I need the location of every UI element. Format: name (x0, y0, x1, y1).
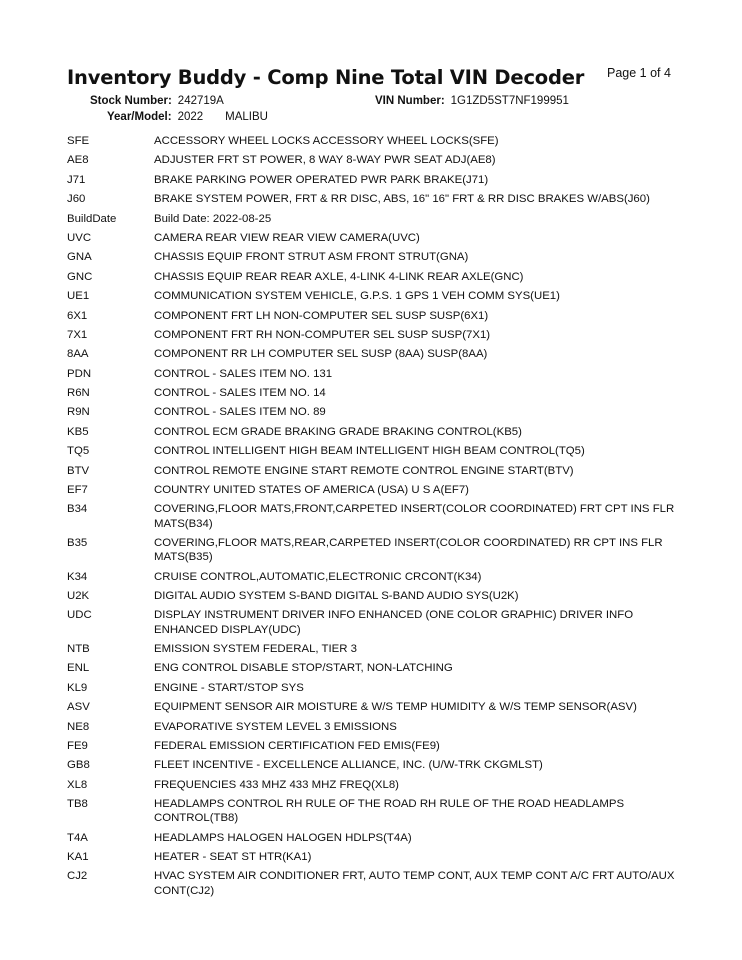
option-row (67, 270, 687, 284)
option-row (67, 386, 687, 400)
option-code: ASV (67, 701, 90, 714)
option-description: COMPONENT FRT LH NON-COMPUTER SEL SUSP SUSP(6X1) (154, 309, 489, 322)
option-code: R9N (67, 406, 90, 419)
option-description: FLEET INCENTIVE - EXCELLENCE ALLIANCE, INC. (U/W-TRK CKGMLST) (154, 759, 543, 772)
option-row (67, 850, 687, 864)
option-code: KB5 (67, 425, 89, 438)
option-code: R6N (67, 387, 90, 400)
option-code: TB8 (67, 798, 88, 811)
option-row (67, 642, 687, 656)
option-description: DIGITAL AUDIO SYSTEM S-BAND DIGITAL S-BAND AUDIO SYS(U2K) (154, 590, 519, 602)
option-row (67, 153, 687, 167)
option-row (67, 758, 687, 772)
option-description: COVERING,FLOOR MATS,FRONT,CARPETED INSERT(COLOR COORDINATED) FRT CPT INS FLR MATS(B34) (154, 503, 675, 530)
option-code: B34 (67, 503, 88, 516)
vin-number-label: VIN Number: (375, 95, 445, 107)
option-row (67, 681, 687, 695)
option-code-list (67, 134, 687, 903)
option-description: CHASSIS EQUIP FRONT STRUT ASM FRONT STRUT(GNA) (154, 251, 469, 264)
option-code: CJ2 (67, 870, 88, 883)
option-description: HVAC SYSTEM AIR CONDITIONER FRT, AUTO TEMP CONT, AUX TEMP CONT A/C FRT AUTO/AUX CONT(CJ2) (154, 870, 675, 897)
option-row (67, 483, 687, 497)
option-description: CONTROL - SALES ITEM NO. 89 (154, 406, 326, 419)
option-row (67, 231, 687, 245)
option-code: NE8 (67, 720, 90, 733)
model-value: MALIBU (225, 111, 268, 123)
option-row (67, 173, 687, 187)
option-description: COMPONENT RR LH COMPUTER SEL SUSP (8AA) SUSP(8AA) (154, 348, 488, 361)
option-row (67, 464, 687, 478)
option-row (67, 405, 687, 419)
option-description: DISPLAY INSTRUMENT DRIVER INFO ENHANCED (ONE COLOR GRAPHIC) DRIVER INFO ENHANCED DISPLAY(UDC) (154, 609, 634, 636)
option-description: HEADLAMPS CONTROL RH RULE OF THE ROAD RH RULE OF THE ROAD HEADLAMPS CONTROL(TB8) (154, 798, 625, 825)
stock-number-label: Stock Number: (90, 95, 172, 107)
option-code: UDC (67, 609, 92, 622)
option-code: AE8 (67, 154, 89, 167)
page-title: Inventory Buddy - Comp Nine Total VIN Decoder (67, 66, 585, 89)
year-model-label: Year/Model: (107, 111, 172, 123)
option-row (67, 778, 687, 792)
option-code: UE1 (67, 290, 90, 303)
option-code: 8AA (67, 348, 89, 361)
option-code: PDN (67, 367, 92, 380)
option-row (67, 869, 687, 897)
option-code: BuildDate (67, 212, 117, 225)
option-description: ENG CONTROL DISABLE STOP/START, NON-LATCHING (154, 662, 453, 675)
stock-number-value: 242719A (177, 95, 224, 107)
option-description: CONTROL INTELLIGENT HIGH BEAM INTELLIGENT HIGH BEAM CONTROL(TQ5) (154, 445, 585, 458)
option-description: ADJUSTER FRT ST POWER, 8 WAY 8-WAY PWR SEAT ADJ(AE8) (154, 154, 496, 167)
option-description: EVAPORATIVE SYSTEM LEVEL 3 EMISSIONS (154, 720, 397, 733)
option-description: COMMUNICATION SYSTEM VEHICLE, G.P.S. 1 GPS 1 VEH COMM SYS(UE1) (154, 290, 560, 303)
option-row (67, 661, 687, 675)
option-row (67, 192, 687, 206)
option-code: J60 (67, 193, 86, 206)
option-description: COVERING,FLOOR MATS,REAR,CARPETED INSERT(COLOR COORDINATED) RR CPT INS FLR MATS(B35) (154, 537, 663, 564)
option-description: EMISSION SYSTEM FEDERAL, TIER 3 (154, 642, 357, 655)
option-code: U2K (67, 590, 90, 602)
option-code: FE9 (67, 739, 88, 752)
option-code: B35 (67, 537, 88, 550)
option-row (67, 700, 687, 714)
option-description: Build Date: 2022-08-25 (154, 212, 272, 225)
option-description: HEADLAMPS HALOGEN HALOGEN HDLPS(T4A) (154, 831, 412, 844)
option-description: FREQUENCIES 433 MHZ 433 MHZ FREQ(XL8) (154, 778, 399, 791)
option-code: TQ5 (67, 445, 90, 458)
year-value: 2022 (177, 111, 204, 123)
option-code: UVC (67, 231, 92, 244)
option-code: EF7 (67, 484, 88, 497)
option-row (67, 739, 687, 753)
option-description: CONTROL - SALES ITEM NO. 131 (154, 367, 333, 380)
option-code: J71 (67, 173, 86, 186)
option-code: XL8 (67, 778, 88, 791)
stock-number-field (90, 95, 224, 107)
option-code: GNA (67, 251, 92, 264)
option-row (67, 797, 687, 825)
option-row (67, 309, 687, 323)
option-description: ACCESSORY WHEEL LOCKS ACCESSORY WHEEL LOCKS(SFE) (154, 135, 499, 147)
option-row (67, 608, 687, 636)
option-description: EQUIPMENT SENSOR AIR MOISTURE & W/S TEMP HUMIDITY & W/S TEMP SENSOR(ASV) (154, 701, 637, 714)
option-row (67, 502, 687, 530)
year-model-field (107, 111, 268, 123)
option-description: CONTROL REMOTE ENGINE START REMOTE CONTROL ENGINE START(BTV) (154, 464, 574, 477)
option-row (67, 289, 687, 303)
option-code: GNC (67, 270, 93, 283)
option-description: BRAKE SYSTEM POWER, FRT & RR DISC, ABS, 16" 16" FRT & RR DISC BRAKES W/ABS(J60) (154, 193, 650, 206)
option-code: 6X1 (67, 309, 88, 322)
option-code: KA1 (67, 851, 89, 864)
option-description: HEATER - SEAT ST HTR(KA1) (154, 851, 312, 864)
option-code: KL9 (67, 681, 88, 694)
option-description: COMPONENT FRT RH NON-COMPUTER SEL SUSP SUSP(7X1) (154, 328, 491, 341)
option-description: CAMERA REAR VIEW REAR VIEW CAMERA(UVC) (154, 231, 420, 244)
option-row (67, 444, 687, 458)
option-row (67, 425, 687, 439)
option-description: BRAKE PARKING POWER OPERATED PWR PARK BRAKE(J71) (154, 173, 489, 186)
option-description: CONTROL ECM GRADE BRAKING GRADE BRAKING CONTROL(KB5) (154, 425, 522, 438)
option-code: BTV (67, 464, 90, 477)
option-row (67, 589, 687, 603)
option-description: CONTROL - SALES ITEM NO. 14 (154, 387, 326, 400)
vin-number-value: 1G1ZD5ST7NF199951 (450, 95, 569, 107)
option-description: CRUISE CONTROL,AUTOMATIC,ELECTRONIC CRCONT(K34) (154, 570, 482, 583)
option-row (67, 536, 687, 564)
option-description: FEDERAL EMISSION CERTIFICATION FED EMIS(FE9) (154, 739, 440, 752)
option-code: 7X1 (67, 328, 88, 341)
option-code: SFE (67, 135, 90, 147)
option-row (67, 570, 687, 584)
option-row (67, 347, 687, 361)
option-row (67, 328, 687, 342)
option-description: CHASSIS EQUIP REAR REAR AXLE, 4-LINK 4-LINK REAR AXLE(GNC) (154, 270, 524, 283)
option-code: ENL (67, 662, 90, 675)
option-code: NTB (67, 642, 90, 655)
option-code: K34 (67, 570, 88, 583)
option-row (67, 367, 687, 381)
option-row (67, 134, 687, 148)
option-row (67, 250, 687, 264)
page-number: Page 1 of 4 (607, 66, 671, 80)
option-row (67, 831, 687, 845)
option-description: ENGINE - START/STOP SYS (154, 681, 304, 694)
option-code: GB8 (67, 759, 90, 772)
option-description: COUNTRY UNITED STATES OF AMERICA (USA) U S A(EF7) (154, 484, 469, 497)
option-row (67, 720, 687, 734)
option-code: T4A (67, 831, 88, 844)
vin-number-field (375, 95, 569, 107)
option-row (67, 212, 687, 226)
